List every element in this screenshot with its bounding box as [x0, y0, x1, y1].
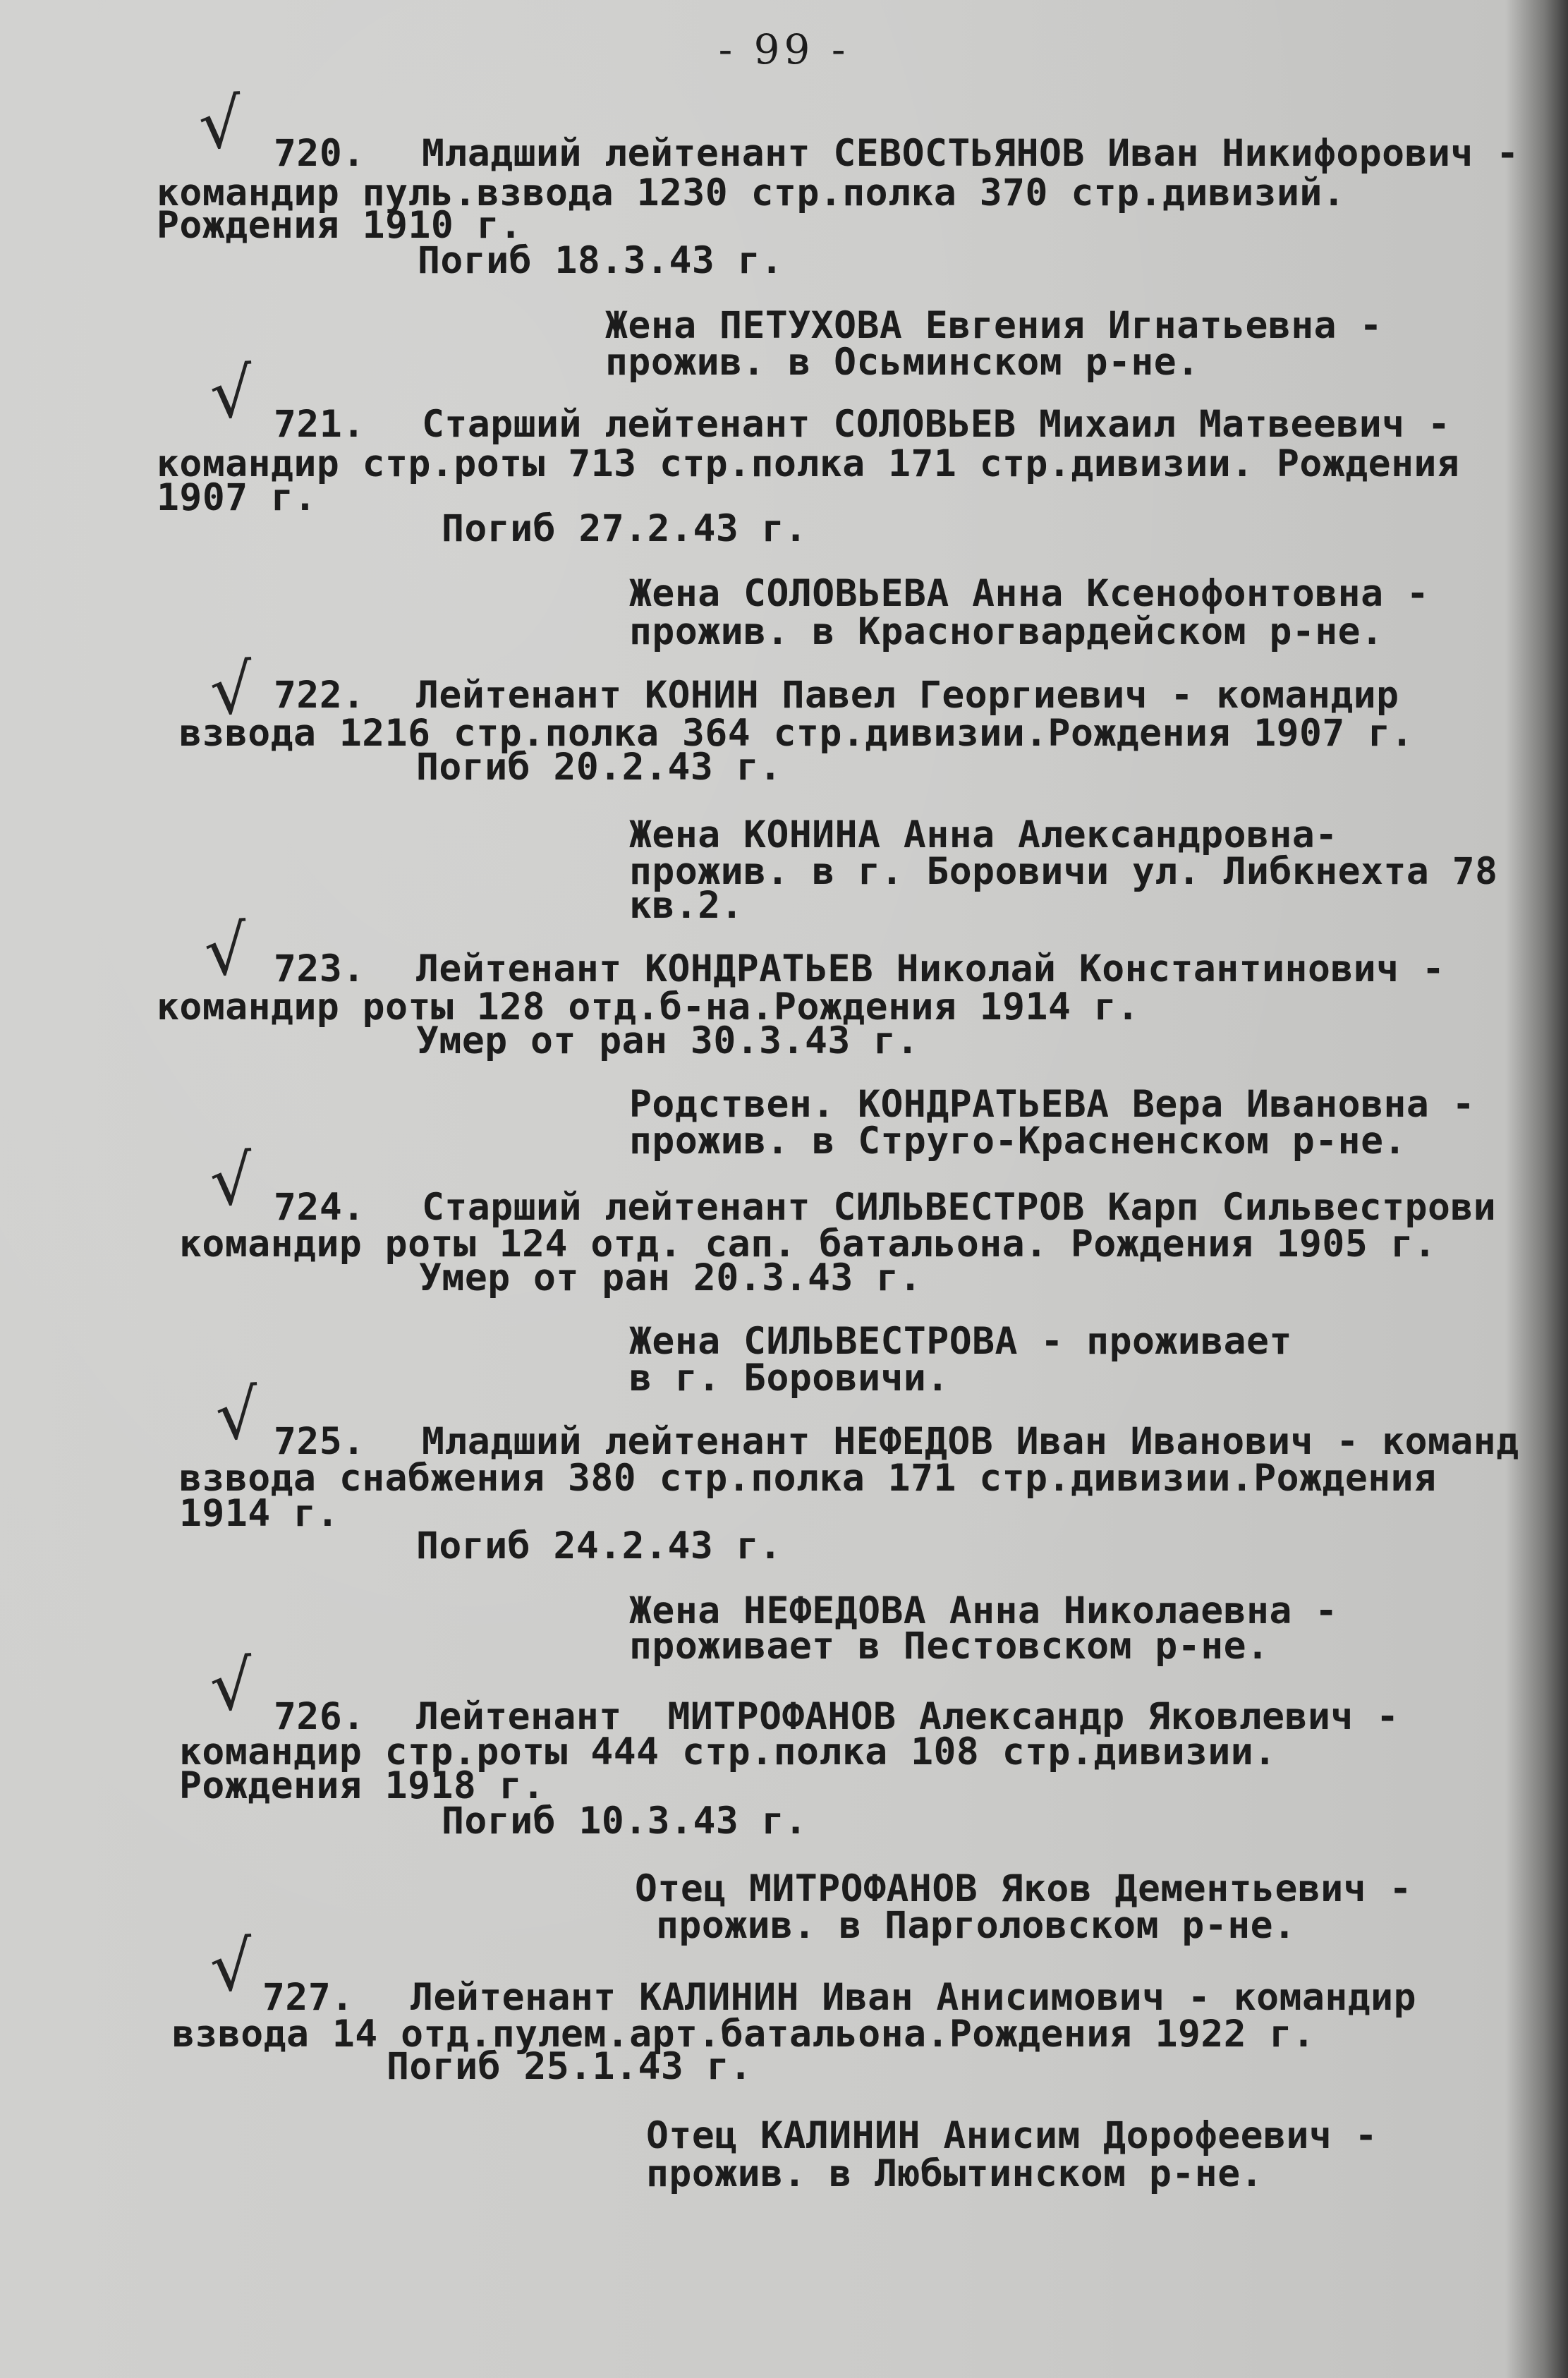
entry-line: командир роты 128 отд.б-на.Рождения 1914 г. — [157, 985, 1140, 1029]
entry-number: 724. — [274, 1186, 365, 1229]
entry-number: 727. — [262, 1976, 354, 2019]
relative-line: проживает в Пестовском р-не. — [629, 1625, 1270, 1668]
entry-number: 723. — [274, 947, 365, 990]
check-mark-icon: √ — [213, 1374, 262, 1456]
entry-line: Младший лейтенант СЕВОСТЬЯНОВ Иван Никифорович - — [422, 132, 1519, 175]
entry-line: взвода снабжения 380 стр.полка 171 стр.дивизии.Рождения — [179, 1457, 1437, 1500]
entry-number: 721. — [274, 403, 365, 446]
death-line: Погиб 24.2.43 г. — [416, 1524, 782, 1567]
entry-line: Лейтенант КОНДРАТЬЕВ Николай Константинович - — [416, 947, 1445, 990]
entry-line: командир пуль.взвода 1230 стр.полка 370 стр.дивизий. — [157, 171, 1346, 214]
death-line: Погиб 20.2.43 г. — [416, 746, 782, 789]
relative-line: прожив. в Любытинском р-не. — [646, 2152, 1264, 2195]
relative-line: Жена ПЕТУХОВА Евгения Игнатьевна - — [605, 304, 1382, 347]
relative-line: Отец МИТРОФАНОВ Яков Дементьевич - — [635, 1867, 1412, 1910]
entry-line: Рождения 1910 г. — [157, 204, 523, 247]
relative-line: прожив. в г. Боровичи ул. Либкнехта 78 — [629, 850, 1498, 893]
entry-line: Лейтенант КАЛИНИН Иван Анисимович - командир — [411, 1976, 1416, 2019]
check-mark-icon: √ — [202, 910, 251, 992]
entry-number: 722. — [274, 674, 365, 717]
entry-number: 720. — [274, 132, 365, 175]
relative-line: в г. Боровичи. — [629, 1357, 949, 1400]
entry-line: Младший лейтенант НЕФЕДОВ Иван Иванович - команд — [422, 1420, 1519, 1463]
death-line: Погиб 10.3.43 г. — [442, 1800, 808, 1843]
entry-line: командир стр.роты 444 стр.полка 108 стр.дивизии. — [179, 1730, 1277, 1773]
entry-line: Лейтенант МИТРОФАНОВ Александр Яковлевич - — [416, 1695, 1399, 1738]
death-line: Погиб 25.1.43 г. — [387, 2045, 753, 2088]
entry-line: 1914 г. — [179, 1492, 339, 1535]
entry-line: Старший лейтенант СИЛЬВЕСТРОВ Карп Сильвестрови — [422, 1186, 1497, 1229]
death-line: Погиб 27.2.43 г. — [442, 507, 808, 550]
entry-line: взвода 1216 стр.полка 364 стр.дивизии.Рождения 1907 г. — [179, 712, 1414, 755]
relative-line: Жена НЕФЕДОВА Анна Николаевна - — [629, 1589, 1338, 1632]
relative-line: прожив. в Красногвардейском р-не. — [629, 610, 1384, 653]
death-line: Умер от ран 20.3.43 г. — [419, 1256, 922, 1299]
check-mark-icon: √ — [207, 649, 257, 731]
entry-line: взвода 14 отд.пулем.арт.батальона.Рождения 1922 г. — [172, 2013, 1315, 2056]
relative-line: прожив. в Парголовском р-не. — [656, 1904, 1296, 1947]
relative-line: Отец КАЛИНИН Анисим Дорофеевич - — [646, 2114, 1378, 2157]
entry-line: Старший лейтенант СОЛОВЬЕВ Михаил Матвеевич - — [422, 403, 1451, 446]
relative-line: Родствен. КОНДРАТЬЕВА Вера Ивановна - — [629, 1083, 1476, 1126]
page-number: - 99 - — [718, 25, 850, 73]
check-mark-icon: √ — [207, 353, 257, 435]
entry-line: 1907 г. — [157, 476, 317, 519]
check-mark-icon: √ — [207, 1645, 257, 1727]
relative-line: Жена СОЛОВЬЕВА Анна Ксенофонтовна - — [629, 572, 1430, 615]
entry-number: 726. — [274, 1695, 365, 1738]
entry-line: командир роты 124 отд. сап. батальона. Рождения 1905 г. — [179, 1223, 1437, 1266]
death-line: Погиб 18.3.43 г. — [418, 239, 784, 282]
death-line: Умер от ран 30.3.43 г. — [416, 1019, 919, 1062]
check-mark-icon: √ — [196, 83, 245, 165]
relative-line: прожив. в Струго-Красненском р-не. — [629, 1120, 1406, 1163]
check-mark-icon: √ — [207, 1926, 257, 2008]
entry-line: Лейтенант КОНИН Павел Георгиевич - командир — [416, 674, 1399, 717]
check-mark-icon: √ — [207, 1140, 257, 1222]
entry-line: командир стр.роты 713 стр.полка 171 стр.дивизии. Рождения — [157, 442, 1460, 485]
relative-line: прожив. в Осьминском р-не. — [605, 341, 1200, 384]
entry-number: 725. — [274, 1420, 365, 1463]
entry-line: Рождения 1918 г. — [179, 1764, 545, 1807]
relative-line: Жена КОНИНА Анна Александровна- — [629, 813, 1338, 856]
relative-line: Жена СИЛЬВЕСТРОВА - проживает — [629, 1320, 1292, 1363]
relative-line: кв.2. — [629, 884, 744, 927]
